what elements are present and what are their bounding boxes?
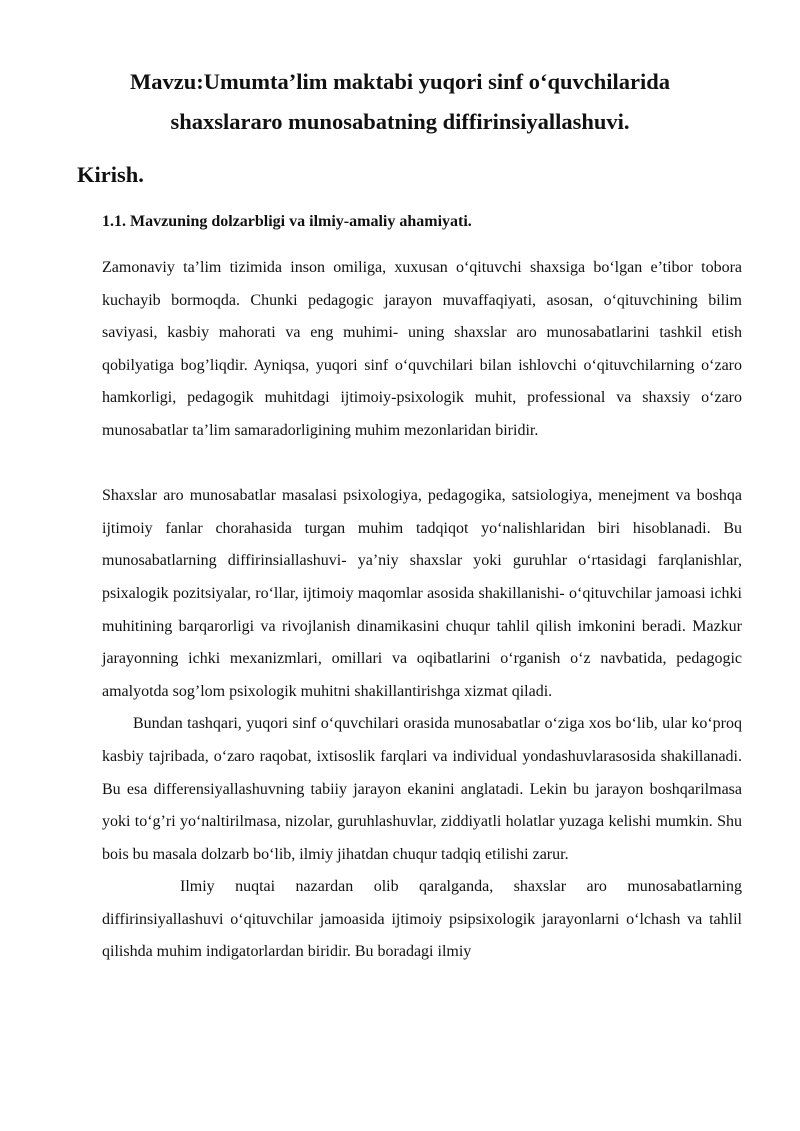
subsection-heading: 1.1. Mavzuning dolzarbligi va ilmiy-amaliy ahamiyati. (102, 213, 472, 230)
body-paragraph-1: Zamonaviy ta’lim tizimida inson omiliga, xuxusan o‘qituvchi shaxsiga bo‘lgan e’tibor tobora kuchayib bormoqda. Chunki pedagogic jarayon muvaffaqiyati, asosan, o‘qituvchining bilim saviyasi, kasbiy mahorati va eng muhimi- uning shaxslar aro munosabatlarini tashkil etish qobilyatiga bog’liqdir. Ayniqsa, yuqori sinf o‘quvchilari bilan ishlovchi o‘qituvchilarning o‘zaro hamkorligi, pedagogik muhitdagi ijtimoiy-psixologik muhit, professional va shaxsiy o‘zaro munosabatlar ta’lim samaradorligining muhim mezonlaridan biridir. (102, 259, 742, 439)
body-paragraph-4: Ilmiy nuqtai nazardan olib qaralganda, shaxslar aro munosabatlarning diffirinsiyallashuvi o‘qituvchilar jamoasida ijtimoiy psipsixologik jarayonlarni o‘lchash va tahlil qilishda muhim indigatorlardan biridir. Bu boradagi ilmiy (102, 878, 742, 961)
body-paragraph-3: Bundan tashqari, yuqori sinf o‘quvchilari orasida munosabatlar o‘ziga xos bo‘lib, ular ko‘proq kasbiy tajribada, o‘zaro raqobat, ixtisoslik farqlari va individual yondashuvlarasosida shakillanadi. Bu esa differensiyallashuvning tabiiy jarayon ekanini anglatadi. Lekin bu jarayon boshqarilmasa yoki to‘g’ri yo‘naltirilmasa, nizolar, guruhlashuvlar, ziddiyatli holatlar yuzaga kelishi mumkin. Shu bois bu masala dolzarb bo‘lib, ilmiy jihatdan chuqur tadqiq etilishi zarur. (102, 715, 742, 863)
document-title: Mavzu:Umumta’lim maktabi yuqori sinf o‘quvchilarida shaxslararo munosabatning diffirinsiyallashuvi. (129, 69, 671, 134)
body-paragraph-2: Shaxslar aro munosabatlar masalasi psixologiya, pedagogika, satsiologiya, menejment va boshqa ijtimoiy fanlar chorahasida turgan muhim tadqiqot yo‘nalishlaridan biri hisoblanadi. Bu munosabatlarning diffirinsiallashuvi- ya’niy shaxslar yoki guruhlar o‘rtasidagi farqlanishlar, psixalogik pozitsiyalar, ro‘llar, ijtimoiy maqomlar asosida shakillanishi- o‘qituvchilar jamoasi ichki muhitining barqarorligi va rivojlanish dinamikasini chuqur tahlil qilish imkonini beradi. Mazkur jarayonning ichki mexanizmlari, omillari va oqibatlarini o‘rganish o‘z navbatida, pedagogic amalyotda sog’lom psixologik muhitni shakillantirishga xizmat qiladi. (102, 487, 742, 700)
document-body (102, 252, 742, 969)
section-heading: Kirish. (77, 162, 144, 187)
